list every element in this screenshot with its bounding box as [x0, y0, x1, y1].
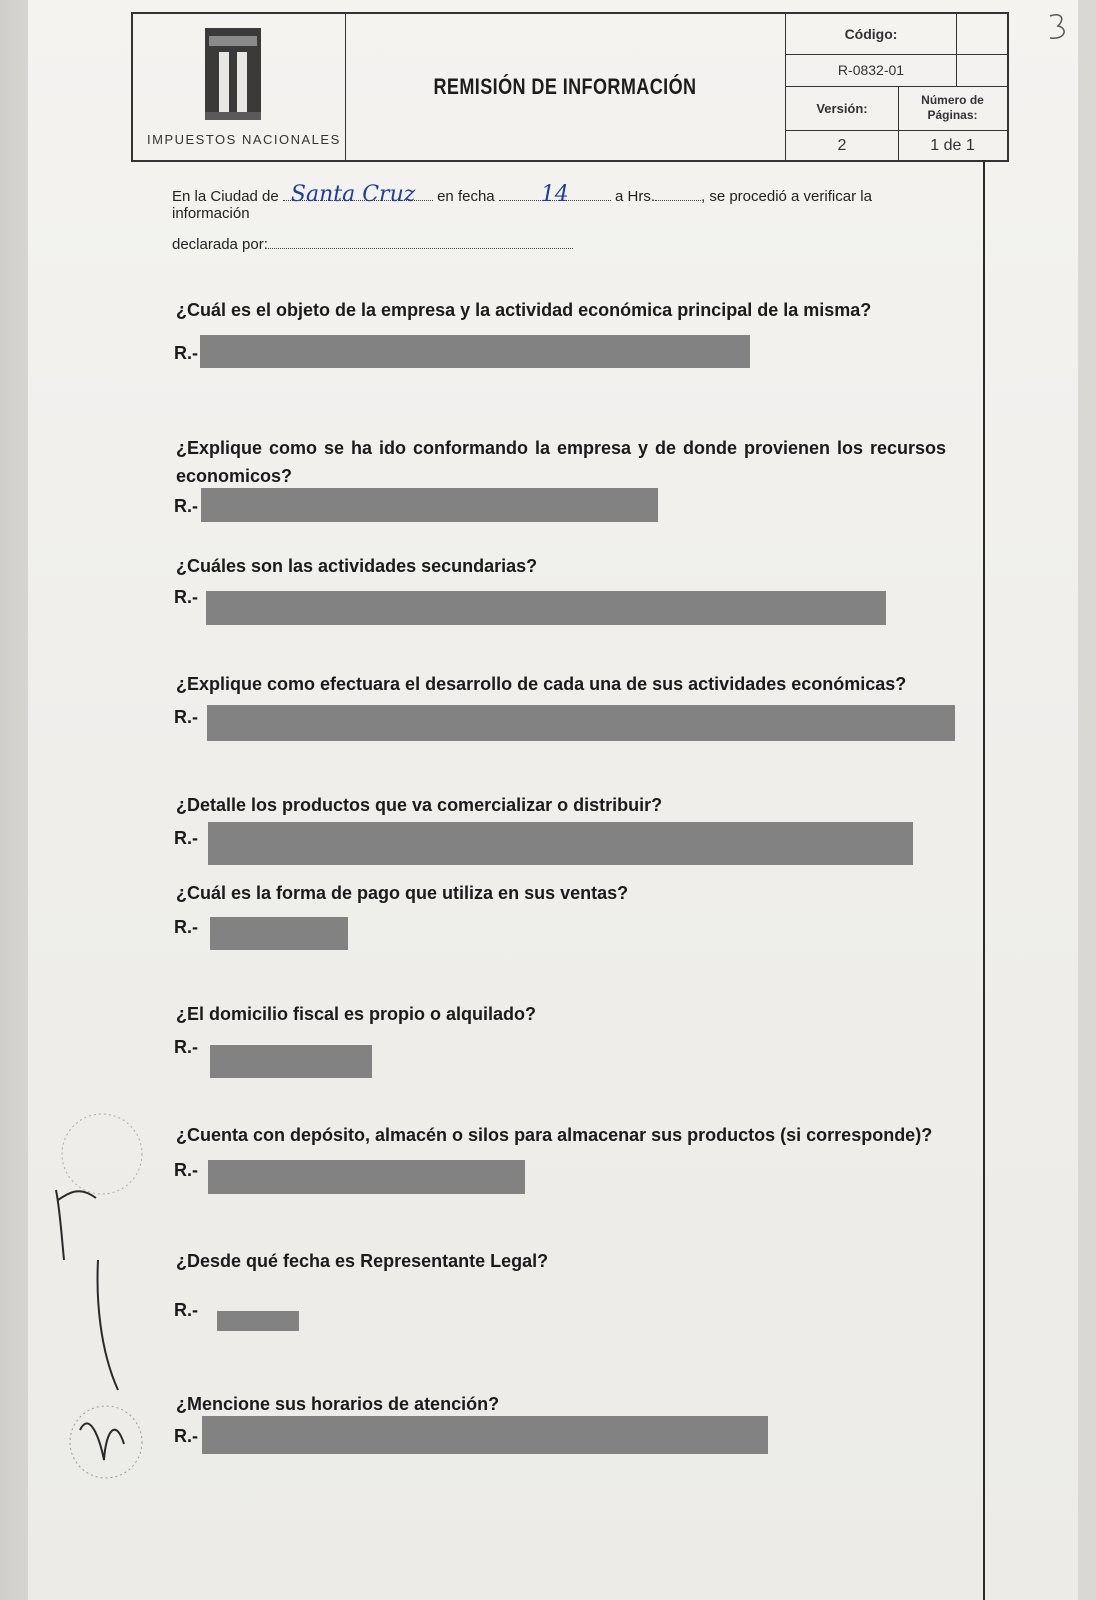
logo-caption: IMPUESTOS NACIONALES	[147, 132, 341, 147]
form-meta	[785, 14, 1007, 160]
answer-6-redacted	[210, 917, 348, 950]
hrs-prefix: a Hrs.	[614, 188, 655, 205]
version-value: 2	[837, 137, 847, 154]
answer-8-label: R.-	[174, 1160, 198, 1180]
institution-logo-icon	[205, 28, 261, 120]
answer-6-label: R.-	[174, 917, 198, 937]
declarada-line	[172, 236, 573, 253]
margin-signature-icon	[40, 1100, 150, 1520]
question-4: ¿Explique como efectuara el desarrollo de cada una de sus actividades económicas?	[176, 674, 907, 694]
answer-4-label: R.-	[174, 707, 198, 727]
question-8: ¿Cuenta con depósito, almacén o silos para almacenar sus productos (si corresponde)?	[176, 1125, 933, 1145]
answer-1-label: R.-	[174, 343, 198, 363]
question-2: ¿Explique como se ha ido conformando la empresa y de donde provienen los recursos economicos?	[176, 438, 946, 486]
answer-7-redacted	[210, 1045, 372, 1078]
fecha-prefix: en fecha	[437, 188, 495, 205]
codigo-value-row	[786, 54, 1007, 87]
question-1: ¿Cuál es el objeto de la empresa y la actividad económica principal de la misma?	[176, 300, 872, 320]
question-9: ¿Desde qué fecha es Representante Legal?	[176, 1251, 549, 1271]
answer-2-redacted	[201, 488, 658, 522]
fecha-value: 14	[540, 182, 569, 207]
answer-5-label: R.-	[174, 828, 198, 848]
page-right-border	[983, 160, 985, 1600]
question-10: ¿Mencione sus horarios de atención?	[176, 1394, 500, 1414]
answer-9-label: R.-	[174, 1300, 198, 1320]
question-3: ¿Cuáles son las actividades secundarias?	[176, 556, 538, 576]
answer-9-redacted	[217, 1311, 299, 1331]
answer-10-redacted	[202, 1416, 768, 1454]
hrs-field	[655, 200, 701, 201]
answer-7-label: R.-	[174, 1037, 198, 1057]
answer-4-redacted	[207, 705, 955, 741]
fecha-field	[499, 182, 611, 207]
answer-8-redacted	[208, 1160, 525, 1194]
codigo-row	[786, 14, 1007, 55]
question-7: ¿El domicilio fiscal es propio o alquilado?	[176, 1004, 537, 1024]
corner-mark-icon	[1040, 8, 1080, 48]
paginas-label: Número de Páginas:	[921, 93, 984, 122]
answer-3-label: R.-	[174, 587, 198, 607]
declarada-label: declarada por:	[172, 236, 268, 253]
answer-1-redacted	[200, 335, 750, 368]
answer-5-redacted	[208, 822, 913, 865]
answer-10-label: R.-	[174, 1426, 198, 1446]
version-label: Versión:	[816, 100, 868, 116]
codigo-label: Código:	[844, 26, 898, 42]
version-row	[786, 86, 1007, 131]
answer-2-label: R.-	[174, 496, 198, 516]
form-title: REMISIÓN DE INFORMACIÓN	[433, 74, 697, 99]
form-header	[131, 12, 1009, 162]
question-6: ¿Cuál es la forma de pago que utiliza en sus ventas?	[176, 883, 629, 903]
question-5: ¿Detalle los productos que va comercializar o distribuir?	[176, 795, 663, 815]
answer-3-redacted	[206, 591, 886, 625]
version-value-row	[786, 130, 1007, 162]
intro-line	[172, 182, 952, 222]
ciudad-field	[283, 182, 433, 207]
paginas-value: 1 de 1	[930, 137, 975, 154]
ciudad-value: Santa Cruz	[290, 182, 416, 207]
intro-suffix: , se procedió a verificar la información	[172, 188, 872, 222]
codigo-value: R-0832-01	[837, 62, 905, 78]
declarada-field	[268, 248, 573, 249]
ciudad-prefix: En la Ciudad de	[172, 188, 279, 205]
logo-cell	[133, 14, 346, 160]
